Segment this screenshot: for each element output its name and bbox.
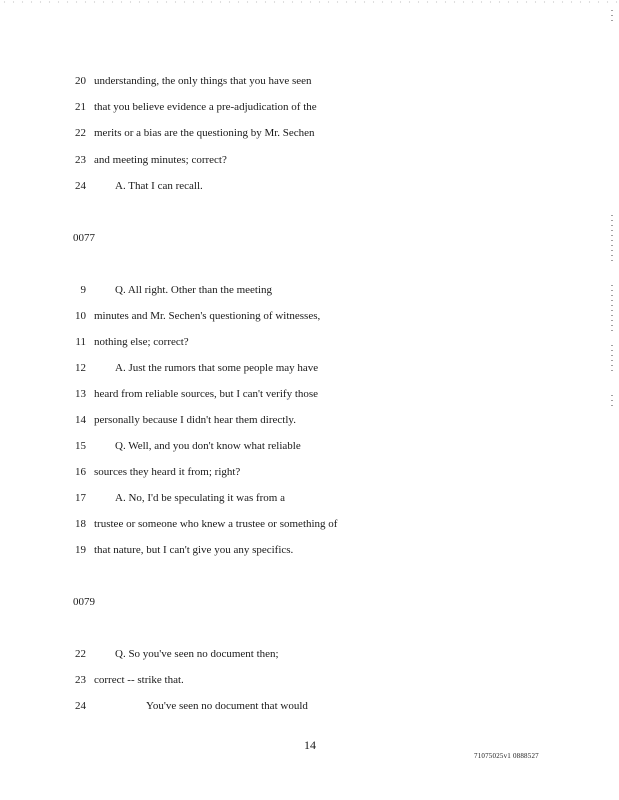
line-text: A. Just the rumors that some people may have: [115, 362, 319, 374]
page-reference: 0079: [73, 596, 95, 608]
line-text: and meeting minutes; correct?: [94, 154, 227, 166]
document-id: 71075025v1 0888527: [474, 752, 539, 760]
line-text: that nature, but I can't give you any specifics.: [94, 544, 294, 556]
line-text: Q. Well, and you don't know what reliable: [115, 440, 301, 452]
line-number: 23: [75, 154, 86, 166]
line-text: correct -- strike that.: [94, 674, 184, 686]
page-number: 14: [304, 738, 316, 752]
line-text: Q. So you've seen no document then;: [115, 648, 279, 660]
line-text: personally because I didn't hear them directly.: [94, 414, 296, 426]
line-number: 13: [75, 388, 86, 400]
line-text: understanding, the only things that you have seen: [94, 75, 312, 87]
line-text: A. That I can recall.: [115, 180, 203, 192]
line-text: merits or a bias are the questioning by Mr. Sechen: [94, 127, 315, 139]
line-number: 19: [75, 544, 86, 556]
line-number: 17: [75, 492, 86, 504]
line-number: 21: [75, 101, 86, 113]
line-number: 12: [75, 362, 86, 374]
line-number: 9: [80, 284, 86, 296]
scan-artifact-edge: [611, 345, 613, 375]
line-number: 18: [75, 518, 86, 530]
line-text: heard from reliable sources, but I can't verify those: [94, 388, 319, 400]
line-number: 24: [75, 700, 86, 712]
scan-artifact-edge: [611, 215, 613, 265]
line-number: 14: [75, 414, 86, 426]
line-text: You've seen no document that would: [146, 700, 308, 712]
line-number: 22: [75, 648, 86, 660]
line-text: trustee or someone who knew a trustee or something of: [94, 518, 338, 530]
line-text: Q. All right. Other than the meeting: [115, 284, 273, 296]
page-reference: 0077: [73, 232, 95, 244]
line-text: minutes and Mr. Sechen's questioning of witnesses,: [94, 310, 321, 322]
scan-artifact-edge: [611, 285, 613, 335]
line-number: 15: [75, 440, 86, 452]
line-text: A. No, I'd be speculating it was from a: [115, 492, 285, 504]
line-number: 10: [75, 310, 86, 322]
line-text: that you believe evidence a pre-adjudication of the: [94, 101, 317, 113]
line-text: nothing else; correct?: [94, 336, 189, 348]
line-number: 20: [75, 75, 86, 87]
scan-artifact-edge: [611, 395, 613, 409]
line-number: 24: [75, 180, 86, 192]
line-number: 23: [75, 674, 86, 686]
line-number: 11: [75, 336, 86, 348]
line-number: 22: [75, 127, 86, 139]
scan-artifact-top: [0, 0, 619, 4]
line-number: 16: [75, 466, 86, 478]
scan-artifact-edge: [611, 10, 613, 24]
line-text: sources they heard it from; right?: [94, 466, 241, 478]
